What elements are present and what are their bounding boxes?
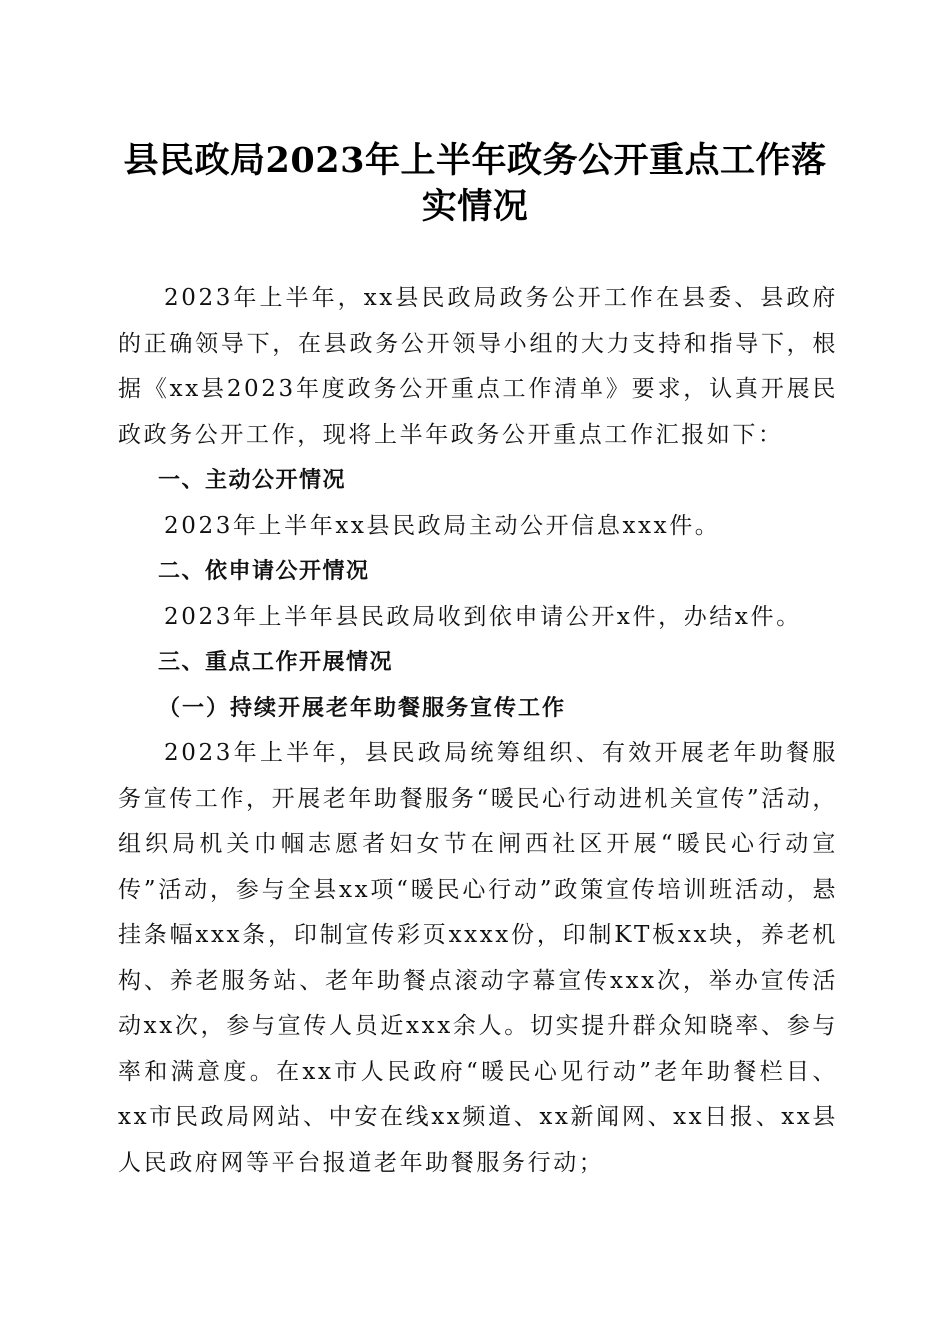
section-heading-key-work: 三、重点工作开展情况 — [158, 650, 394, 675]
proactive-disclosure-paragraph: 2023年上半年xx县民政局主动公开信息xxx件。 — [164, 512, 721, 539]
subsection-heading-elderly-meal: （一）持续开展老年助餐服务宣传工作 — [158, 694, 567, 721]
section-heading-request-disclosure: 二、依申请公开情况 — [158, 559, 370, 584]
document-title: 县民政局2023年上半年政务公开重点工作落实情况 — [123, 140, 827, 227]
document-body — [118, 276, 838, 1186]
section-heading-proactive-disclosure: 一、主动公开情况 — [158, 468, 347, 493]
elderly-meal-paragraph: 2023年上半年，县民政局统筹组织、有效开展老年助餐服务宣传工作，开展老年助餐服务“暖民心行动进机关宣传”活动，组织局机关巾帼志愿者妇女节在闸西社区开展“暖民心行动宣传”活动，参与全县xx项“暖民心行动”政策宣传培训班活动，悬挂条幅xxx条，印制宣传彩页xxxx份，印制KT板xx块，养老机构、养老服务站、老年助餐点滚动字幕宣传xxx次，举办宣传活动xx次，参与宣传人员近xxx余人。切实提升群众知晓率、参与率和满意度。在xx市人民政府“暖民心见行动”老年助餐栏目、xx市民政局网站、中安在线xx频道、xx新闻网、xx日报、xx县人民政府网等平台报道老年助餐服务行动； — [118, 740, 838, 1176]
request-disclosure-paragraph: 2023年上半年县民政局收到依申请公开x件，办结x件。 — [164, 603, 802, 630]
intro-paragraph: 2023年上半年，xx县民政局政务公开工作在县委、县政府的正确领导下，在县政务公开领导小组的大力支持和指导下，根据《xx县2023年度政务公开重点工作清单》要求，认真开展民政政务公开工作，现将上半年政务公开重点工作汇报如下： — [118, 285, 838, 448]
